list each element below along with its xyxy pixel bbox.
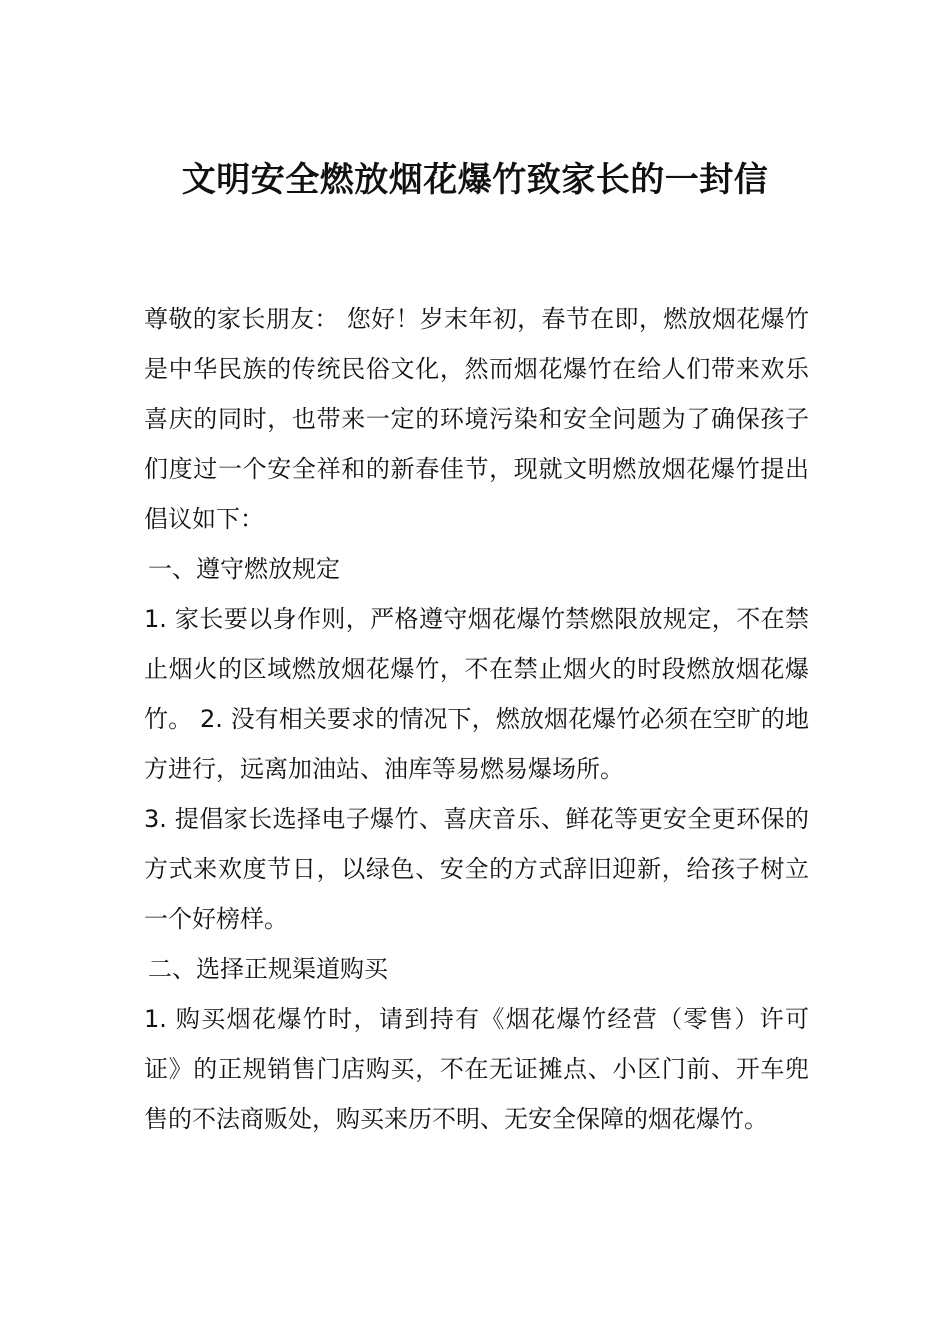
section-1-paragraph: 1. 家长要以身作则，严格遵守烟花爆竹禁燃限放规定，不在禁止烟火的区域燃放烟花爆竹，不在禁止烟火的时段燃放烟花爆竹。 2. 没有相关要求的情况下，燃放烟花爆竹必须在空旷的地方进行，远离加油站、油库等易燃易爆场所。 [144,605,809,783]
document-body [144,294,809,1144]
section-2-paragraph: 1. 购买烟花爆竹时，请到持有《烟花爆竹经营（零售）许可证》的正规销售门店购买，不在无证摊点、小区门前、开车兜售的不法商贩处，购买来历不明、无安全保障的烟花爆竹。 [144,1005,809,1133]
section-1-item-3: 3. 提倡家长选择电子爆竹、喜庆音乐、鲜花等更安全更环保的方式来欢度节日，以绿色、安全的方式辞旧迎新，给孩子树立一个好榜样。 [144,805,809,933]
section-heading-1: 一、遵守燃放规定 [148,555,340,583]
section-heading-2: 二、选择正规渠道购买 [148,955,388,983]
document-title: 文明安全燃放烟花爆竹致家长的一封信 [181,160,769,200]
intro-paragraph: 尊敬的家长朋友： 您好！岁末年初，春节在即，燃放烟花爆竹是中华民族的传统民俗文化，然而烟花爆竹在给人们带来欢乐喜庆的同时，也带来一定的环境污染和安全问题为了确保孩子们度过一个安全祥和的新春佳节，现就文明燃放烟花爆竹提出倡议如下： [144,305,809,533]
